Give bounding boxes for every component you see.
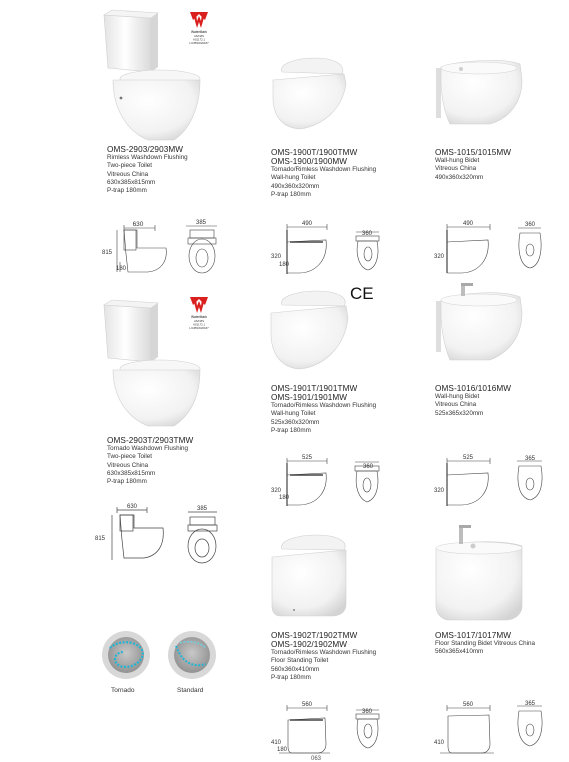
spec-line: 560x365x410mm bbox=[435, 648, 484, 656]
watermark-text: AS1172.1 bbox=[192, 37, 206, 42]
technical-drawing bbox=[112, 507, 217, 563]
spec-line: Vitreous China bbox=[435, 401, 477, 409]
product-info-2903t bbox=[107, 436, 193, 486]
spec-line: Two-piece Toilet bbox=[107, 162, 153, 170]
spec-line: Floor Standing Bidet Vitreous China bbox=[435, 640, 535, 647]
dimension-label: 815 bbox=[101, 250, 113, 256]
dimension-label: 560 bbox=[301, 702, 313, 708]
dimension-label: 385 bbox=[195, 220, 207, 226]
dimension-label: 490 bbox=[462, 221, 474, 227]
spec-line: Wall-hung Toilet bbox=[271, 174, 316, 182]
dimension-label: 560 bbox=[462, 702, 474, 708]
page-number: 063 bbox=[311, 756, 322, 762]
dimension-label: 815 bbox=[94, 536, 106, 542]
dimension-label: 360 bbox=[361, 709, 373, 715]
dimension-label: 320 bbox=[271, 488, 282, 494]
model-number: OMS-2903T/2903TMW bbox=[107, 436, 194, 445]
spec-line: Floor Standing Toilet bbox=[271, 657, 329, 665]
wall-hung-bidet-photo bbox=[436, 60, 522, 124]
spec-line: 630x385x815mm bbox=[107, 178, 156, 186]
spec-line: Wall-hung Bidet bbox=[435, 157, 480, 164]
spec-line: Vitreous China bbox=[107, 170, 149, 178]
model-number: OMS-1015/1015MW bbox=[435, 148, 512, 157]
spec-line: P-trap 180mm bbox=[271, 190, 311, 198]
model-number: OMS-1901T/1901TMW bbox=[271, 384, 358, 393]
model-number: OMS-1901/1901MW bbox=[271, 393, 348, 402]
floor-standing-toilet-photo bbox=[272, 535, 346, 616]
dimension-label: 360 bbox=[361, 231, 373, 237]
wall-hung-bidet-photo bbox=[436, 283, 522, 360]
spec-line: Tornado/Rimless Washdown Flushing bbox=[271, 166, 377, 173]
technical-drawing bbox=[117, 225, 217, 273]
watermark-text: AS1172.1 bbox=[192, 322, 206, 327]
spec-line: P-trap 180mm bbox=[107, 478, 147, 486]
dimension-label: 410 bbox=[434, 740, 445, 746]
dimension-label: 320 bbox=[271, 254, 282, 260]
dimension-label: 360 bbox=[362, 464, 374, 470]
dimension-label: 320 bbox=[434, 488, 445, 494]
model-number: OMS-1902/1902MW bbox=[271, 640, 348, 649]
dimension-label: 385 bbox=[196, 506, 208, 512]
standard-flush-icon bbox=[168, 631, 216, 679]
dimension-label: 180 bbox=[116, 266, 127, 272]
spec-line: P-trap 180mm bbox=[107, 187, 147, 195]
floor-standing-bidet-photo bbox=[436, 525, 522, 620]
product-info-1016 bbox=[435, 384, 511, 418]
product-info-2903 bbox=[107, 145, 188, 195]
spec-line: 490x360x320mm bbox=[271, 182, 320, 190]
model-number: OMS-1902T/1902TMW bbox=[271, 631, 358, 640]
model-number: OMS-1017/1017MW bbox=[435, 631, 512, 640]
spec-line: Wall-hung Bidet bbox=[435, 393, 480, 400]
tornado-label: Tornado bbox=[111, 687, 135, 694]
spec-line: Two-piece Toilet bbox=[107, 453, 153, 461]
model-number: OMS-2903/2903MW bbox=[107, 145, 184, 154]
dimension-label: 180 bbox=[279, 495, 290, 501]
technical-drawing bbox=[440, 705, 542, 753]
spec-line: 525x360x320mm bbox=[271, 418, 320, 426]
product-info-1900 bbox=[271, 148, 376, 199]
model-number: OMS-1900/1900MW bbox=[271, 157, 348, 166]
two-piece-toilet-photo bbox=[104, 10, 200, 140]
watermark-text: WaterMark bbox=[191, 30, 207, 34]
dimension-label: 630 bbox=[132, 221, 144, 228]
dimension-label: 490 bbox=[301, 221, 313, 227]
spec-line: Tornado Washdown Flushing bbox=[107, 445, 188, 452]
spec-line: 630x385x815mm bbox=[107, 469, 156, 477]
spec-line: 560x360x410mm bbox=[271, 665, 320, 673]
watermark-text: AS/NZS bbox=[193, 34, 205, 38]
tornado-flush-icon bbox=[102, 631, 150, 679]
wall-hung-toilet-photo bbox=[271, 291, 348, 369]
watermark-text: LIC/BSW20187 bbox=[189, 41, 209, 45]
ce-mark: CE bbox=[350, 284, 374, 303]
product-info-1902 bbox=[271, 631, 376, 682]
two-piece-toilet-photo bbox=[104, 300, 200, 426]
dimension-label: 180 bbox=[277, 747, 288, 753]
technical-drawing bbox=[447, 458, 542, 506]
spec-line: Wall-hung Toilet bbox=[271, 410, 316, 418]
dimension-label: 410 bbox=[271, 740, 282, 746]
dimension-label: 525 bbox=[301, 455, 313, 461]
watermark-text: AS/NZS bbox=[193, 319, 205, 323]
dimension-label: 630 bbox=[126, 504, 138, 510]
spec-line: Tornado/Rimless Washdown Flushing bbox=[271, 649, 377, 656]
dimension-label: 525 bbox=[462, 455, 474, 461]
watermark-logo-icon bbox=[189, 297, 209, 330]
dimension-label: 360 bbox=[524, 222, 536, 228]
dimension-label: 320 bbox=[434, 254, 445, 260]
product-info-1901 bbox=[271, 384, 376, 435]
spec-line: 490x360x320mm bbox=[435, 173, 484, 181]
model-number: OMS-1900T/1900TMW bbox=[271, 148, 358, 157]
model-number: OMS-1016/1016MW bbox=[435, 384, 512, 393]
watermark-text: LIC/BSW20187 bbox=[189, 326, 209, 330]
watermark-logo-icon bbox=[189, 12, 209, 45]
technical-drawing bbox=[447, 224, 541, 273]
standard-label: Standard bbox=[177, 687, 204, 694]
spec-line: Vitreous China bbox=[435, 165, 477, 173]
product-info-1015 bbox=[435, 148, 511, 182]
spec-line: P-trap 180mm bbox=[271, 426, 311, 434]
spec-line: 525x365x320mm bbox=[435, 409, 484, 417]
spec-line: Rimless Washdown Flushing bbox=[107, 154, 188, 161]
dimension-label: 365 bbox=[524, 456, 536, 462]
dimension-label: 365 bbox=[524, 701, 536, 707]
watermark-text: WaterMark bbox=[191, 315, 207, 319]
spec-line: P-trap 180mm bbox=[271, 673, 311, 681]
dimension-label: 180 bbox=[279, 262, 290, 268]
wall-hung-toilet-photo bbox=[273, 58, 346, 129]
product-info-1017 bbox=[435, 631, 535, 657]
spec-line: Tornado/Rimless Washdown Flushing bbox=[271, 402, 377, 409]
spec-line: Vitreous China bbox=[107, 461, 149, 469]
